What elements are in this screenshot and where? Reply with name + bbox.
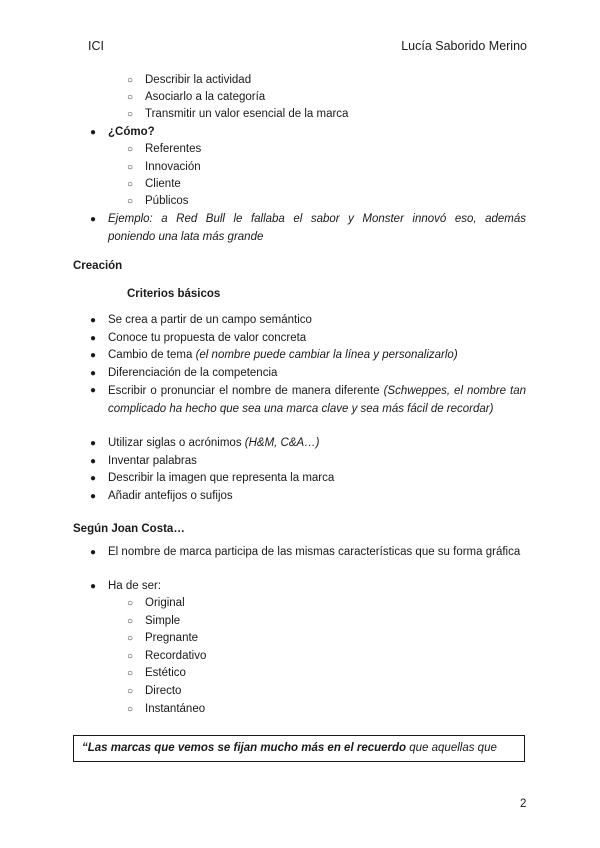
criterio-item: Se crea a partir de un campo semántico: [108, 314, 312, 326]
hollow-bullet-icon: ○: [127, 704, 134, 715]
hollow-bullet-icon: ○: [127, 75, 134, 86]
criterio-item: [108, 383, 526, 419]
bullet-icon: ●: [90, 438, 97, 449]
quality-item: Pregnante: [145, 632, 199, 644]
list-item: Transmitir un valor esencial de la marca: [145, 108, 349, 120]
criterio-item: Describir la imagen que representa la marca: [108, 472, 335, 484]
example-line-2: poniendo una lata más grande: [108, 231, 264, 243]
quality-item: Simple: [145, 615, 181, 627]
list-item: Asociarlo a la categoría: [145, 91, 266, 103]
hollow-bullet-icon: ○: [127, 633, 134, 644]
bullet-icon: ●: [90, 547, 97, 558]
costa-item: Ha de ser:: [108, 580, 162, 592]
quality-item: Recordativo: [145, 650, 207, 662]
bullet-icon: ●: [90, 581, 97, 592]
page-number: 2: [520, 798, 527, 810]
bullet-icon: ●: [90, 385, 97, 396]
hollow-bullet-icon: ○: [127, 651, 134, 662]
quality-item: Instantáneo: [145, 703, 206, 715]
hollow-bullet-icon: ○: [127, 686, 134, 697]
hollow-bullet-icon: ○: [127, 598, 134, 609]
quality-item: Directo: [145, 685, 182, 697]
list-item: Describir la actividad: [145, 74, 252, 86]
criterio-note: (Schweppes, el nombre tan complicado ha hecho que sea una marca clave y sea más fácil de recordar): [108, 385, 526, 415]
quote-text: [82, 742, 497, 754]
costa-item: El nombre de marca participa de las mismas características que su forma gráfica: [108, 546, 521, 558]
subheading-criterios: Criterios básicos: [127, 288, 221, 300]
hollow-bullet-icon: ○: [127, 109, 134, 120]
criterio-text: Escribir o pronunciar el nombre de manera diferente: [108, 385, 384, 397]
hollow-bullet-icon: ○: [127, 196, 134, 207]
criterio-text: Utilizar siglas o acrónimos: [108, 437, 245, 449]
criterio-item: Añadir antefijos o sufijos: [108, 490, 233, 502]
bullet-icon: ●: [90, 456, 97, 467]
bullet-icon: ●: [90, 368, 97, 379]
hollow-bullet-icon: ○: [127, 616, 134, 627]
list-item: Cliente: [145, 178, 181, 190]
criterio-note: (H&M, C&A…): [244, 437, 320, 449]
bullet-icon: ●: [90, 214, 97, 225]
criterio-item: [108, 348, 458, 363]
example-line-1: Ejemplo: a Red Bull le fallaba el sabor y Monster innovó eso, además: [108, 213, 526, 225]
criterio-item: [108, 436, 320, 451]
hollow-bullet-icon: ○: [127, 668, 134, 679]
header-author: Lucía Saborido Merino: [401, 39, 527, 53]
bullet-icon: ●: [90, 127, 97, 138]
criterio-item: Diferenciación de la competencia: [108, 367, 278, 379]
quote-box: [73, 735, 525, 762]
hollow-bullet-icon: ○: [127, 92, 134, 103]
hollow-bullet-icon: ○: [127, 144, 134, 155]
list-item: Innovación: [145, 161, 201, 173]
quote-rest: que aquellas que: [406, 742, 497, 754]
bullet-icon: ●: [90, 350, 97, 361]
bullet-icon: ●: [90, 491, 97, 502]
como-title: ¿Cómo?: [108, 126, 155, 138]
hollow-bullet-icon: ○: [127, 162, 134, 173]
quote-bold: “Las marcas que vemos se fijan mucho más en el recuerdo: [82, 742, 407, 754]
criterio-text: Cambio de tema: [108, 349, 196, 361]
bullet-icon: ●: [90, 315, 97, 326]
criterio-item: Inventar palabras: [108, 455, 197, 467]
list-item: Referentes: [145, 143, 202, 155]
criterio-item: Conoce tu propuesta de valor concreta: [108, 332, 307, 344]
quality-item: Original: [145, 597, 185, 609]
list-item: Públicos: [145, 195, 189, 207]
section-heading-creacion: Creación: [73, 260, 123, 272]
section-heading-costa: Según Joan Costa…: [73, 523, 185, 535]
hollow-bullet-icon: ○: [127, 179, 134, 190]
quality-item: Estético: [145, 667, 186, 679]
bullet-icon: ●: [90, 333, 97, 344]
bullet-icon: ●: [90, 473, 97, 484]
criterio-note: (el nombre puede cambiar la línea y personalizarlo): [195, 349, 458, 361]
header-course: ICI: [88, 39, 104, 53]
